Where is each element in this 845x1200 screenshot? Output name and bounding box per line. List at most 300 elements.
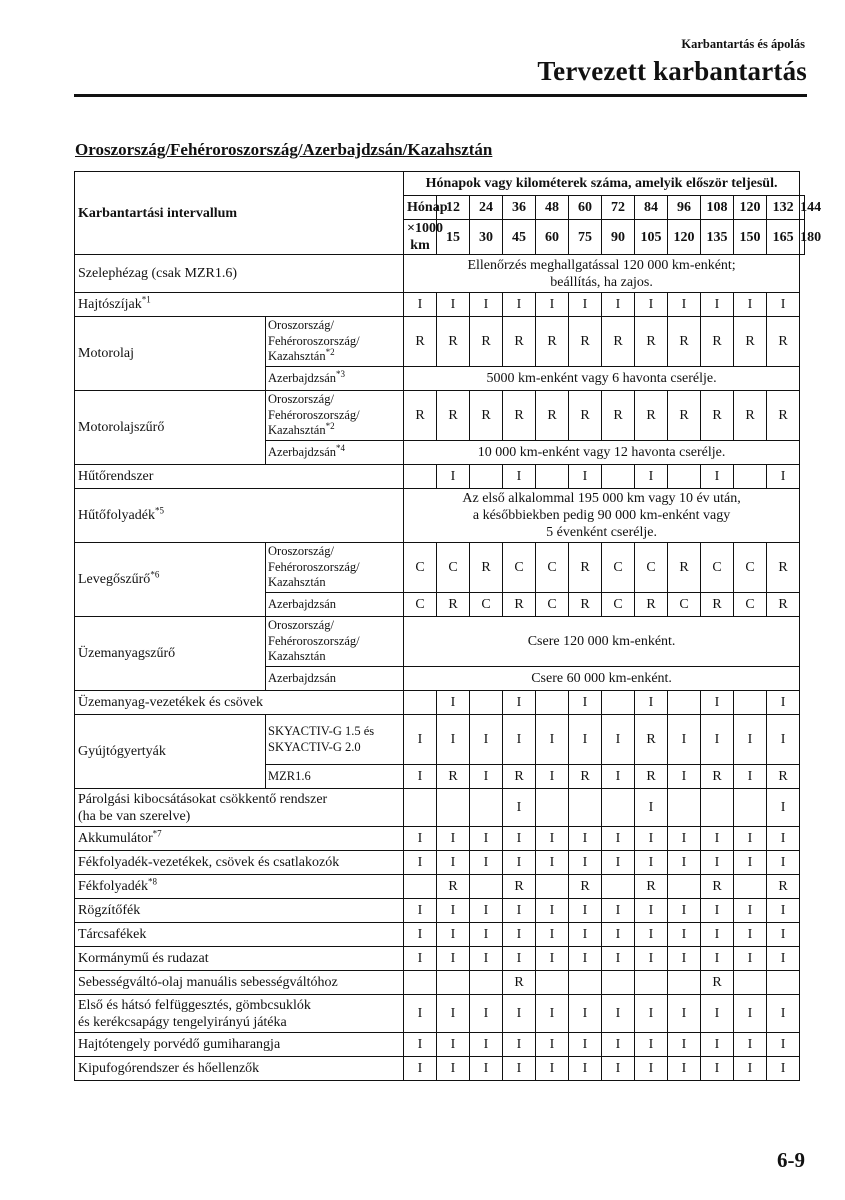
km-cell: 120 [668,220,701,255]
schedule-cell: I [536,899,569,923]
item-name [75,391,266,465]
schedule-cell: I [503,293,536,317]
schedule-cell: I [569,899,602,923]
table-row [75,543,805,593]
label-text: Akkumulátor [78,831,153,846]
schedule-cell: R [470,317,503,367]
schedule-cell: R [569,875,602,899]
item-name [75,715,266,789]
schedule-cell: I [668,995,701,1033]
km-cell: 90 [602,220,635,255]
item-variant [266,543,404,593]
schedule-cell: R [503,875,536,899]
item-name [75,1057,404,1081]
schedule-cell: I [668,1057,701,1081]
schedule-cell: I [569,923,602,947]
schedule-cell: I [635,1033,668,1057]
schedule-cell: I [734,827,767,851]
footnote-marker: *7 [152,828,162,839]
km-cell: 165 [767,220,800,255]
schedule-cell: I [635,465,668,489]
schedule-cell: I [734,1057,767,1081]
schedule-cell: R [503,765,536,789]
schedule-cell: I [404,765,437,789]
item-name [75,489,404,543]
schedule-cell: I [734,899,767,923]
schedule-cell [668,971,701,995]
schedule-cell: R [602,317,635,367]
schedule-cell: I [734,1033,767,1057]
schedule-cell [536,875,569,899]
schedule-cell: I [767,923,800,947]
item-name [75,971,404,995]
schedule-cell [701,789,734,827]
schedule-cell: C [602,593,635,617]
schedule-cell: R [470,391,503,441]
schedule-cell: I [404,995,437,1033]
label-text: Fékfolyadék-vezetékek, csövek és csatlakozók [78,855,340,870]
schedule-cell: R [767,875,800,899]
schedule-cell: I [569,851,602,875]
schedule-cell [470,875,503,899]
schedule-cell: I [701,899,734,923]
schedule-cell [404,971,437,995]
schedule-note: Csere 60 000 km-enként. [404,667,800,691]
schedule-cell: R [635,391,668,441]
label-text: Rögzítőfék [78,903,141,918]
label-text: Hajtószíjak [78,297,142,312]
km-cell: 15 [437,220,470,255]
item-name [75,875,404,899]
schedule-cell: I [437,715,470,765]
schedule-cell: I [602,293,635,317]
footnote-marker: *5 [154,505,164,516]
schedule-cell [668,465,701,489]
schedule-cell [734,971,767,995]
schedule-cell: I [437,465,470,489]
schedule-cell: I [602,827,635,851]
label-text: Azerbajdzsán [268,370,337,385]
schedule-cell: I [602,947,635,971]
table-row [75,465,805,489]
schedule-cell: I [503,995,536,1033]
schedule-cell: I [404,827,437,851]
schedule-cell: I [569,1057,602,1081]
schedule-cell: R [437,593,470,617]
table-row [75,1033,805,1057]
km-cell: 45 [503,220,536,255]
schedule-cell: I [635,851,668,875]
schedule-cell: I [767,947,800,971]
schedule-cell: I [437,293,470,317]
schedule-cell [767,971,800,995]
schedule-cell: R [602,391,635,441]
schedule-cell: I [668,293,701,317]
schedule-cell: I [701,827,734,851]
schedule-cell: I [503,1057,536,1081]
schedule-cell: I [767,1033,800,1057]
schedule-cell: I [470,1033,503,1057]
schedule-cell: I [503,851,536,875]
table-row [75,899,805,923]
schedule-cell: I [701,995,734,1033]
item-name [75,947,404,971]
schedule-cell: R [635,765,668,789]
schedule-cell: I [767,691,800,715]
schedule-cell: R [503,317,536,367]
schedule-cell: R [767,317,800,367]
schedule-cell: I [668,851,701,875]
schedule-cell: I [602,899,635,923]
schedule-cell [602,465,635,489]
item-variant [266,617,404,667]
month-label: Hónap [404,196,437,220]
schedule-cell: C [734,593,767,617]
label-text: Hajtótengely porvédő gumiharangja [78,1037,281,1052]
schedule-cell: I [701,293,734,317]
km-cell: 75 [569,220,602,255]
schedule-cell: I [437,995,470,1033]
schedule-cell: R [503,593,536,617]
schedule-cell: I [668,827,701,851]
interval-header: Karbantartási intervallum [75,172,404,255]
schedule-cell: R [668,317,701,367]
item-variant [266,593,404,617]
footnote-marker: *3 [336,368,346,379]
label-text: Első és hátsó felfüggesztés, gömbcsuklók és kerékcsapágy tengelyirányú játéka [78,997,311,1030]
schedule-cell: I [569,1033,602,1057]
schedule-cell: I [569,715,602,765]
schedule-cell: R [569,391,602,441]
month-cell: 36 [503,196,536,220]
label-text: Kormánymű és rudazat [78,951,209,966]
label-text: Oroszország/ Fehéroroszország/ Kazahsztán [268,544,360,590]
km-cell: 180 [800,220,805,255]
label-text: Oroszország/ Fehéroroszország/ Kazahsztán [268,318,360,364]
schedule-cell [635,971,668,995]
item-name [75,827,404,851]
schedule-cell: R [569,765,602,789]
schedule-cell: I [437,827,470,851]
schedule-cell: C [404,593,437,617]
schedule-cell: I [569,827,602,851]
label-text: Hűtőrendszer [78,469,154,484]
label-text: Üzemanyagszűrő [78,646,176,661]
schedule-cell: R [569,543,602,593]
label-text: Tárcsafékek [78,927,147,942]
title-divider [74,94,807,97]
schedule-cell: I [602,1057,635,1081]
item-name [75,995,404,1033]
schedule-cell: C [437,543,470,593]
schedule-note: Az első alkalommal 195 000 km vagy 10 év után, a későbbiekben pedig 90 000 km-enként vagy 5 évenként cserélje. [404,489,800,543]
table-row [75,827,805,851]
schedule-cell: I [668,899,701,923]
schedule-cell: R [569,593,602,617]
table-row [75,317,805,367]
item-variant [266,391,404,441]
table-row [75,995,805,1033]
schedule-cell: I [701,923,734,947]
schedule-cell: C [536,543,569,593]
schedule-cell: C [404,543,437,593]
schedule-cell: I [767,827,800,851]
table-row [75,923,805,947]
schedule-cell [470,971,503,995]
schedule-cell [734,875,767,899]
section-label: Karbantartás és ápolás [681,37,805,51]
schedule-cell [734,465,767,489]
schedule-cell: I [536,715,569,765]
schedule-note: 10 000 km-enként vagy 12 havonta cserélje. [404,441,800,465]
schedule-cell [536,971,569,995]
item-name [75,465,404,489]
schedule-note: Csere 120 000 km-enként. [404,617,800,667]
schedule-cell: I [635,1057,668,1081]
table-row [75,789,805,827]
schedule-cell: I [503,899,536,923]
table-row [75,971,805,995]
schedule-cell: I [470,827,503,851]
schedule-cell: I [602,715,635,765]
schedule-cell: I [767,789,800,827]
item-name [75,691,404,715]
label-text: Azerbajdzsán [268,670,337,685]
schedule-cell: C [503,543,536,593]
schedule-cell [404,789,437,827]
schedule-cell: I [470,765,503,789]
schedule-cell: R [767,391,800,441]
km-cell: 135 [701,220,734,255]
schedule-cell [470,465,503,489]
month-cell: 84 [635,196,668,220]
schedule-cell: I [767,995,800,1033]
item-variant [266,441,404,465]
schedule-cell: I [767,851,800,875]
schedule-cell: I [503,947,536,971]
table-row [75,391,805,441]
schedule-cell: I [470,899,503,923]
schedule-cell: I [503,465,536,489]
item-variant [266,317,404,367]
month-cell: 120 [734,196,767,220]
schedule-cell: I [701,1033,734,1057]
label-text: Szelephézag (csak MZR1.6) [78,266,237,281]
schedule-cell [734,789,767,827]
schedule-cell: R [635,715,668,765]
table-row [75,715,805,765]
schedule-cell: I [470,293,503,317]
schedule-cell: I [470,1057,503,1081]
schedule-cell [470,789,503,827]
schedule-cell: I [668,947,701,971]
schedule-cell: I [602,923,635,947]
table-row [75,1057,805,1081]
schedule-cell: I [701,691,734,715]
schedule-cell: I [404,293,437,317]
maintenance-schedule-table [74,171,822,1081]
schedule-cell: R [767,593,800,617]
page-number: 6-9 [777,1148,805,1172]
schedule-cell: R [404,317,437,367]
schedule-cell: I [635,923,668,947]
schedule-cell: R [536,391,569,441]
item-name [75,923,404,947]
table-row [75,851,805,875]
item-name [75,789,404,827]
schedule-cell: I [536,851,569,875]
span-header: Hónapok vagy kilométerek száma, amelyik először teljesül. [404,172,800,196]
label-text: Kipufogórendszer és hőellenzők [78,1061,260,1076]
schedule-cell: I [470,851,503,875]
item-name [75,255,404,293]
schedule-cell [536,465,569,489]
schedule-cell: R [767,543,800,593]
schedule-cell: I [701,851,734,875]
schedule-cell: I [635,691,668,715]
region-heading: Oroszország/Fehéroroszország/Azerbajdzsán/Kazahsztán [75,140,493,159]
schedule-cell: C [668,593,701,617]
schedule-note: Ellenőrzés meghallgatással 120 000 km-enként; beállítás, ha zajos. [404,255,800,293]
footnote-marker: *6 [150,569,160,580]
label-text: MZR1.6 [268,768,311,783]
schedule-cell [404,875,437,899]
item-name [75,851,404,875]
schedule-cell: I [668,1033,701,1057]
schedule-cell: C [602,543,635,593]
schedule-cell [668,691,701,715]
schedule-cell: I [404,1057,437,1081]
schedule-cell: R [404,391,437,441]
schedule-cell [404,691,437,715]
schedule-cell: R [635,593,668,617]
schedule-cell [404,465,437,489]
schedule-cell [734,691,767,715]
table-row [75,875,805,899]
schedule-cell: R [668,391,701,441]
km-label: ×1000 km [404,220,437,255]
schedule-cell: I [437,1033,470,1057]
schedule-cell: R [701,875,734,899]
footnote-marker: *1 [141,294,151,305]
schedule-cell: I [404,715,437,765]
schedule-cell: I [767,899,800,923]
schedule-cell: I [569,293,602,317]
table-row [75,617,805,667]
schedule-cell: I [536,293,569,317]
label-text: Párolgási kibocsátásokat csökkentő rendszer (ha be van szerelve) [78,791,328,824]
month-cell: 60 [569,196,602,220]
schedule-cell: I [635,789,668,827]
month-cell: 132 [767,196,800,220]
page-title: Tervezett karbantartás [537,56,807,86]
schedule-cell: I [503,691,536,715]
schedule-cell: I [536,1033,569,1057]
schedule-cell: R [635,875,668,899]
schedule-cell [602,875,635,899]
schedule-cell: I [569,947,602,971]
schedule-cell: I [470,715,503,765]
label-text: Oroszország/ Fehéroroszország/ Kazahsztán [268,392,360,438]
schedule-cell: R [437,317,470,367]
schedule-cell: I [635,899,668,923]
schedule-cell: C [734,543,767,593]
schedule-cell: R [701,317,734,367]
month-cell: 48 [536,196,569,220]
schedule-cell [602,971,635,995]
schedule-cell: I [536,765,569,789]
schedule-cell: R [701,391,734,441]
schedule-cell: I [536,995,569,1033]
schedule-cell: I [437,691,470,715]
schedule-cell: I [404,947,437,971]
schedule-cell: R [701,765,734,789]
schedule-cell: I [767,1057,800,1081]
schedule-cell: I [668,765,701,789]
schedule-cell: I [503,715,536,765]
schedule-cell: I [602,995,635,1033]
label-text: Motorolaj [78,346,134,361]
table-row [75,489,805,543]
schedule-note: 5000 km-enként vagy 6 havonta cserélje. [404,367,800,391]
label-text: Fékfolyadék [78,879,148,894]
schedule-cell: I [404,899,437,923]
schedule-cell [668,789,701,827]
schedule-cell: R [503,971,536,995]
item-variant [266,765,404,789]
schedule-cell: R [536,317,569,367]
schedule-cell [437,971,470,995]
label-text: Azerbajdzsán [268,596,337,611]
schedule-cell: I [734,715,767,765]
schedule-cell: I [503,1033,536,1057]
schedule-cell: I [668,715,701,765]
schedule-cell: I [437,899,470,923]
schedule-cell: I [470,995,503,1033]
schedule-cell: I [734,765,767,789]
item-name [75,317,266,391]
schedule-cell: I [536,947,569,971]
schedule-cell [470,691,503,715]
month-cell: 96 [668,196,701,220]
item-variant [266,715,404,765]
schedule-cell: I [734,851,767,875]
schedule-cell: I [635,995,668,1033]
item-name [75,617,266,691]
schedule-cell: I [668,923,701,947]
schedule-cell: I [701,715,734,765]
schedule-cell: I [734,995,767,1033]
schedule-cell: I [437,923,470,947]
schedule-cell: R [437,875,470,899]
footnote-marker: *2 [325,347,335,358]
schedule-cell [668,875,701,899]
label-text: Motorolajszűrő [78,420,165,435]
schedule-cell: C [701,543,734,593]
schedule-cell: I [437,947,470,971]
table-row [75,691,805,715]
schedule-cell: R [734,391,767,441]
schedule-cell: I [503,923,536,947]
schedule-cell [437,789,470,827]
item-variant [266,367,404,391]
schedule-cell: I [569,465,602,489]
schedule-cell: R [470,543,503,593]
schedule-cell: I [767,715,800,765]
schedule-cell: I [536,923,569,947]
schedule-cell: I [734,947,767,971]
schedule-cell: R [701,593,734,617]
